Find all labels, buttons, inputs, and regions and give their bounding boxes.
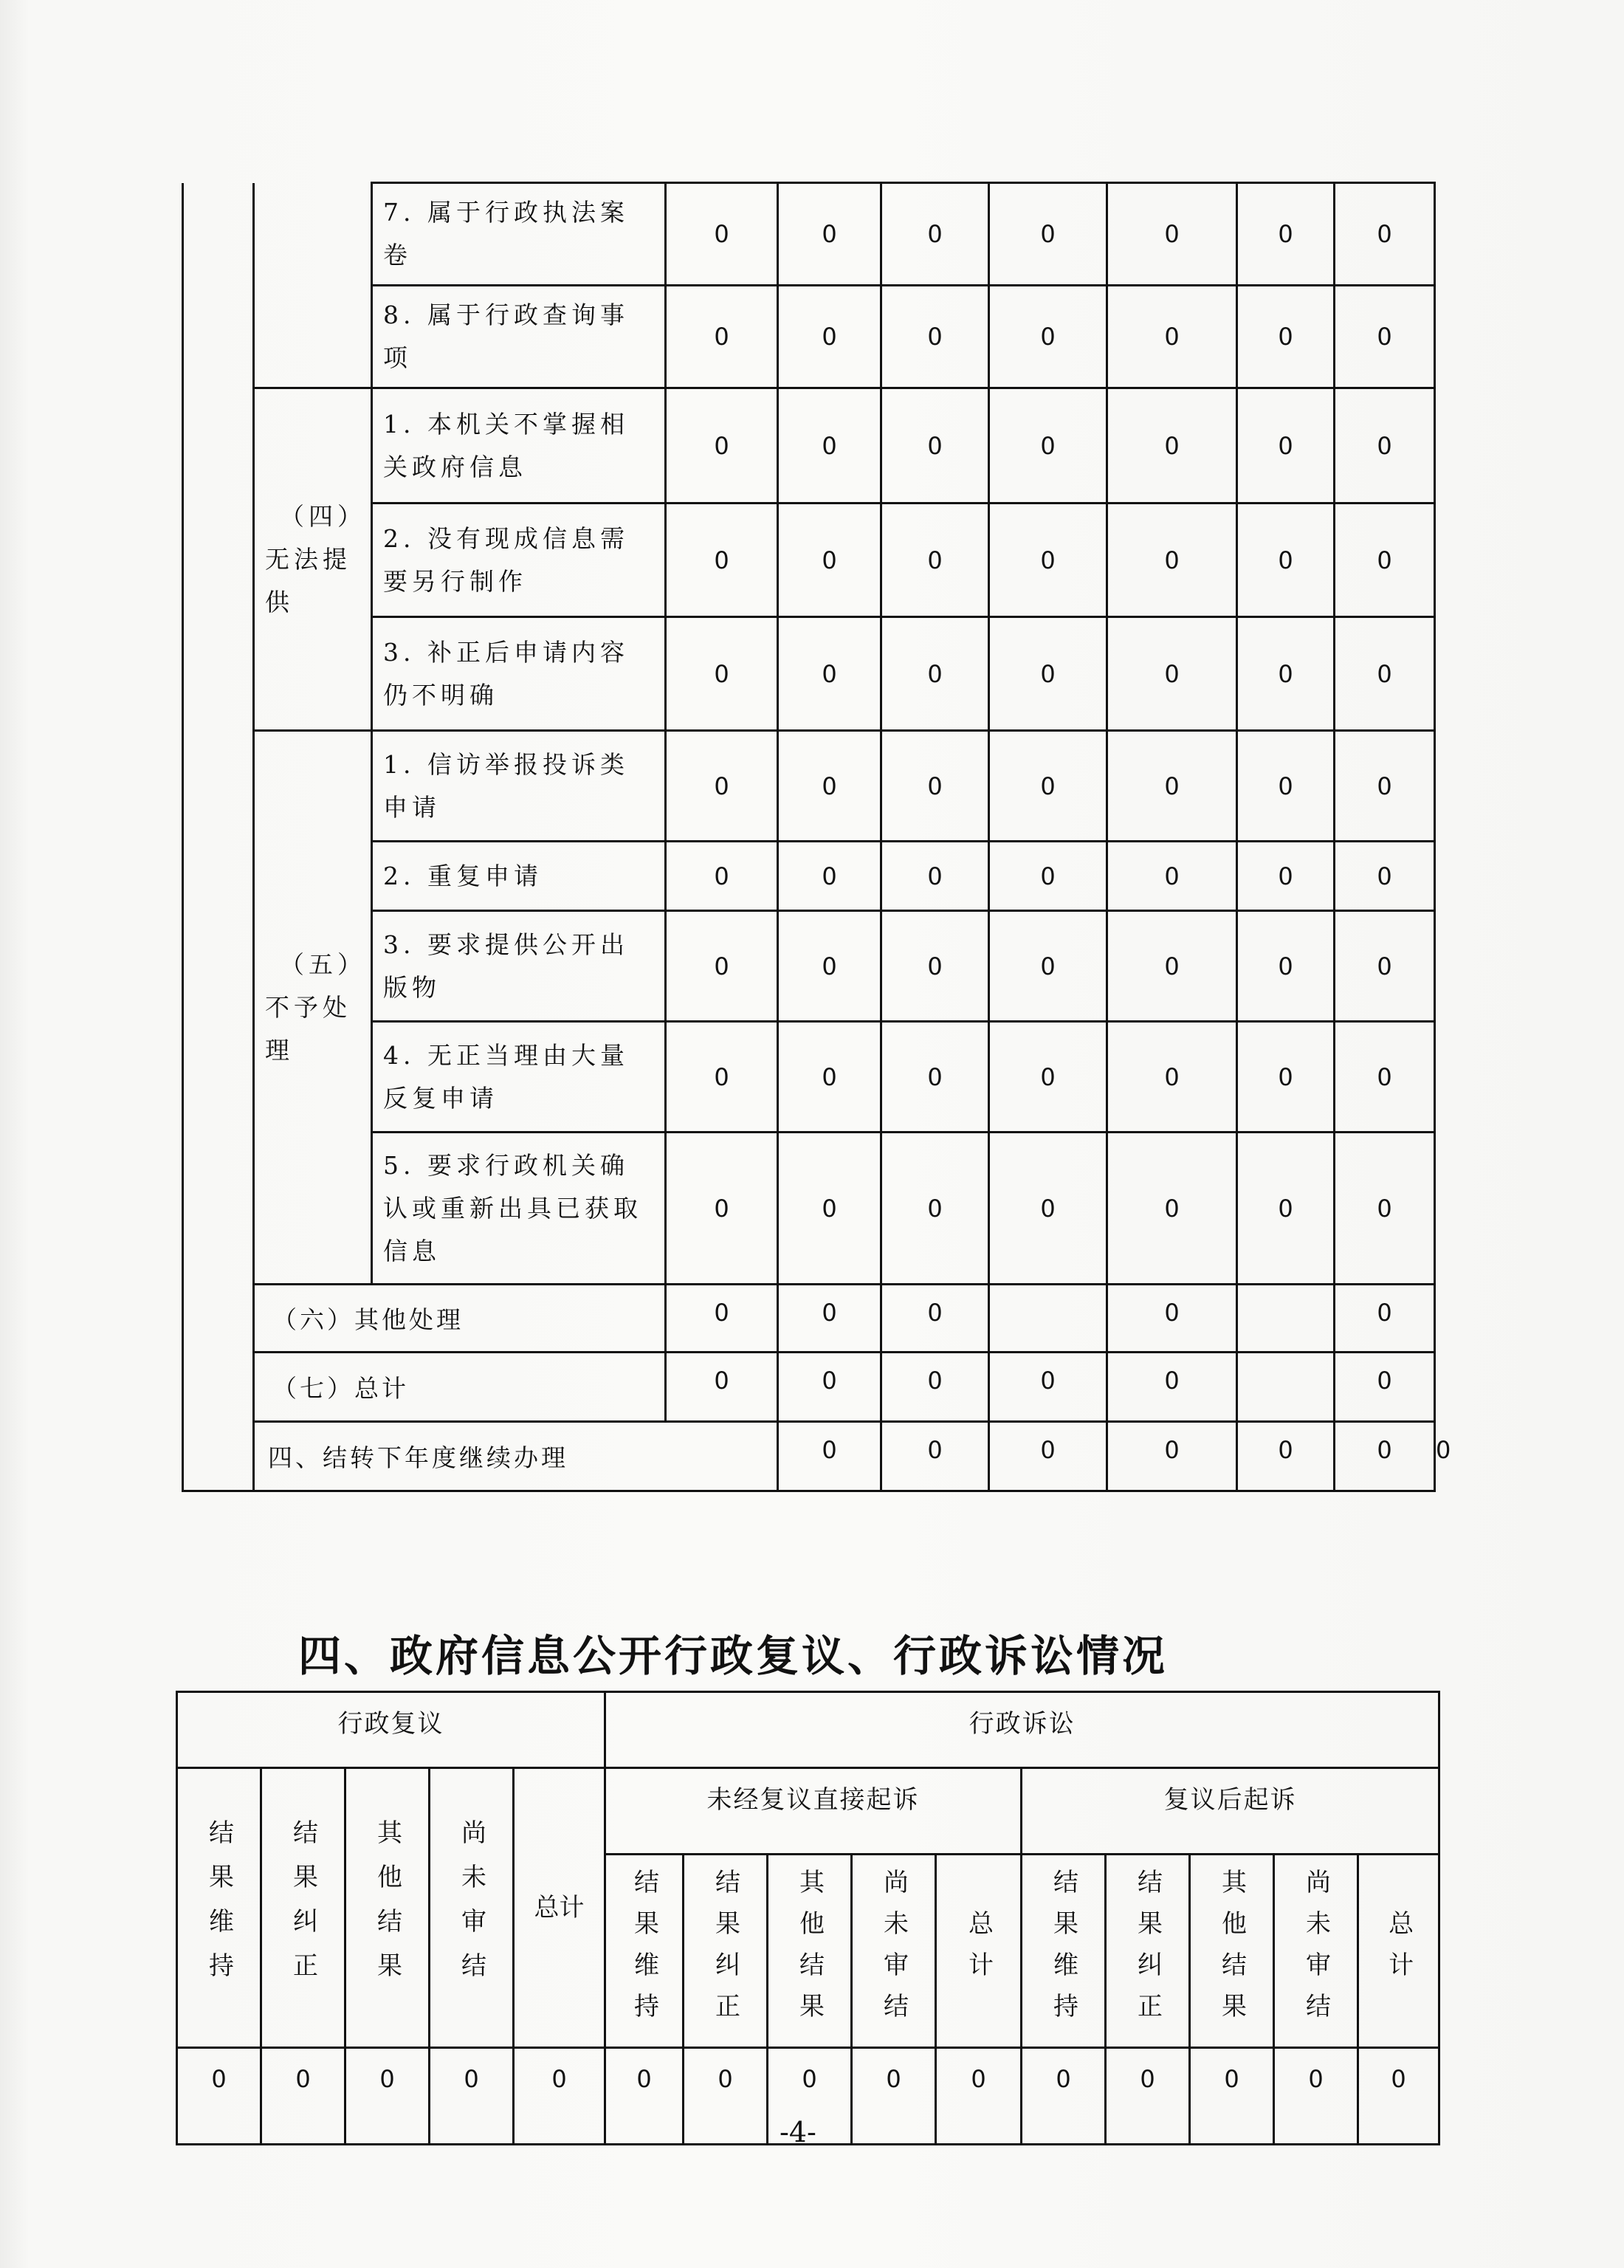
cell-value: 0	[1106, 2048, 1190, 2145]
section-title: 四、政府信息公开行政复议、行政诉讼情况	[298, 1631, 1169, 1681]
cell-value: 0	[989, 731, 1107, 842]
cell-value: 0	[989, 1422, 1107, 1491]
cell-value: 0	[1107, 1422, 1237, 1491]
cell-value: 0	[778, 842, 881, 911]
column-header: 其他结果	[768, 1855, 852, 2048]
cell-value: 0	[989, 183, 1107, 286]
cell-value: 0	[881, 1133, 989, 1285]
group-continued-cell	[254, 183, 372, 388]
table-row	[183, 731, 1435, 842]
header-row-2	[177, 1768, 1439, 1855]
cell-value: 0	[666, 1285, 778, 1353]
cell-value: 0	[1274, 2048, 1358, 2145]
page-number: -4-	[780, 2116, 816, 2148]
cell-value: 0	[666, 183, 778, 286]
column-header: 总计	[1358, 1855, 1439, 2048]
cell-value: 0	[514, 2048, 605, 2145]
cell-value: 0	[1107, 1133, 1237, 1285]
cell-value: 0	[1335, 911, 1435, 1022]
cell-value: 0	[881, 504, 989, 617]
cell-value: 0	[684, 2048, 768, 2145]
row-label: 1. 信访举报投诉类申请	[372, 731, 666, 842]
cell-value: 0	[261, 2048, 345, 2145]
cell-value: 0	[852, 2048, 936, 2145]
cell-value: 0	[989, 1022, 1107, 1133]
cell-value: 0	[1107, 911, 1237, 1022]
cell-value: 0	[881, 1285, 989, 1353]
cell-value: 0	[1335, 731, 1435, 842]
cell-value: 0	[666, 911, 778, 1022]
cell-value: 0	[1107, 842, 1237, 911]
cell-value: 0	[1335, 388, 1435, 504]
table-row-carry-over: 四、结转下年度继续办理 0 0 0 0 0 0 0	[183, 1422, 1435, 1491]
cell-value: 0	[1107, 1285, 1237, 1353]
cell-value: 0	[881, 388, 989, 504]
cell-value: 0	[881, 731, 989, 842]
row-label: 5. 要求行政机关确认或重新出具已获取信息	[372, 1133, 666, 1285]
cell-value: 0	[989, 504, 1107, 617]
cell-value: 0	[1335, 286, 1435, 388]
cell-value: 0	[1190, 2048, 1274, 2145]
cell-value: 0	[778, 183, 881, 286]
cell-value: 0	[1335, 1422, 1435, 1491]
cell-value: 0	[881, 911, 989, 1022]
table-row	[183, 388, 1435, 504]
cell-value: 0	[881, 1422, 989, 1491]
cell-value: 0	[666, 504, 778, 617]
cell-value: 0	[1237, 1422, 1335, 1491]
outer-left-column	[183, 183, 254, 1491]
cell-value: 0	[989, 1133, 1107, 1285]
cell-value: 0	[345, 2048, 430, 2145]
cell-value: 0	[1107, 731, 1237, 842]
row-label: 3. 要求提供公开出版物	[372, 911, 666, 1022]
column-header: 其他结果	[1190, 1855, 1274, 2048]
header-row-1	[177, 1692, 1439, 1768]
cell-value: 0	[1237, 1133, 1335, 1285]
cell-value: 0	[1237, 183, 1335, 286]
column-header: 结果纠正	[684, 1855, 768, 2048]
column-header: 结果纠正	[1106, 1855, 1190, 2048]
cell-value: 0	[1107, 286, 1237, 388]
cell-value: 0	[430, 2048, 514, 2145]
cell-value: 0	[605, 2048, 684, 2145]
column-header: 总计	[936, 1855, 1022, 2048]
row-label: 2. 没有现成信息需要另行制作	[372, 504, 666, 617]
cell-value: 0	[1022, 2048, 1106, 2145]
cell-value: 0	[1237, 617, 1335, 731]
cell-value: 0	[1237, 842, 1335, 911]
review-litigation-table	[176, 1691, 1440, 2145]
cell-value: 0	[989, 911, 1107, 1022]
cell-value: 0	[881, 842, 989, 911]
row-label: 2. 重复申请	[372, 842, 666, 911]
cell-value: 0	[1335, 842, 1435, 911]
cell-value: 0	[778, 1285, 881, 1353]
cell-value: 0	[778, 911, 881, 1022]
table-row	[183, 183, 1435, 286]
cell-value: 0	[1107, 183, 1237, 286]
column-header: 尚未审结	[852, 1855, 936, 2048]
cell-value: 0	[666, 842, 778, 911]
cell-value: 0	[989, 388, 1107, 504]
cell-value: 0	[1237, 388, 1335, 504]
cell-value: 0	[989, 286, 1107, 388]
cell-value: 0	[666, 286, 778, 388]
cell-value: 0	[778, 731, 881, 842]
cell-value: 0	[778, 504, 881, 617]
admin-review-header: 行政复议	[177, 1692, 605, 1768]
after-review-suit-header: 复议后起诉	[1022, 1768, 1439, 1855]
cell-value: 0	[989, 842, 1107, 911]
row-label: 1. 本机关不掌握相关政府信息	[372, 388, 666, 504]
cell-value: 0	[1335, 617, 1435, 731]
row-label: （六）其他处理	[254, 1285, 666, 1353]
cell-value: 0	[1335, 1133, 1435, 1285]
cell-value: 0	[778, 1353, 881, 1422]
cell-value: 0	[1107, 388, 1237, 504]
cell-value: 0	[1107, 1353, 1237, 1422]
cell-value: 0	[1335, 183, 1435, 286]
cell-value: 0	[666, 617, 778, 731]
cell-value: 0	[881, 1353, 989, 1422]
cell-value: 0	[778, 1133, 881, 1285]
cell-value: 0	[1237, 286, 1335, 388]
column-header: 结果维持	[605, 1855, 684, 2048]
column-header: 其他结果	[345, 1768, 430, 2048]
cell-value: 0	[1335, 1285, 1435, 1353]
cell-value: 0	[1237, 731, 1335, 842]
row-label: 7. 属于行政执法案卷	[372, 183, 666, 286]
cell-value: 0	[778, 617, 881, 731]
cell-value: 0	[989, 617, 1107, 731]
cell-value: 0	[778, 1022, 881, 1133]
cell-value: 0	[881, 617, 989, 731]
application-handling-table	[182, 182, 1451, 1492]
cell-value: 0	[666, 1022, 778, 1133]
cell-value: 0	[666, 388, 778, 504]
cell-value: 0	[1107, 1022, 1237, 1133]
cell-value: 0	[778, 388, 881, 504]
cell-value: 0	[1335, 1022, 1435, 1133]
cell-value: 0	[666, 731, 778, 842]
table-row-other-processing	[183, 1285, 1435, 1353]
cell-value	[1237, 1285, 1335, 1353]
cell-value: 0	[1107, 617, 1237, 731]
cell-value	[989, 1285, 1107, 1353]
cell-value: 0	[1335, 1353, 1435, 1422]
column-header: 结果维持	[1022, 1855, 1106, 2048]
cell-value: 0	[1358, 2048, 1439, 2145]
column-header: 结果纠正	[261, 1768, 345, 2048]
row-label: 4. 无正当理由大量反复申请	[372, 1022, 666, 1133]
cell-value: 0	[778, 286, 881, 388]
row-label: （七）总计	[254, 1353, 666, 1422]
cell-value: 0	[1107, 504, 1237, 617]
cell-value: 0	[778, 1422, 881, 1491]
cell-value: 0	[989, 1353, 1107, 1422]
group-label-unable-to-provide: （四） 无法提 供	[254, 388, 372, 731]
cell-value: 0	[881, 1022, 989, 1133]
cell-value: 0	[1237, 1022, 1335, 1133]
cell-value: 0	[1335, 504, 1435, 617]
cell-value: 0	[1237, 504, 1335, 617]
cell-value: 0	[177, 2048, 261, 2145]
group-label-not-processed: （五） 不予处 理	[254, 731, 372, 1285]
cell-value: 0	[666, 1133, 778, 1285]
cell-value: 0	[666, 1353, 778, 1422]
row-label: 3. 补正后申请内容仍不明确	[372, 617, 666, 731]
admin-litigation-header: 行政诉讼	[605, 1692, 1439, 1768]
column-header: 尚未审结	[1274, 1855, 1358, 2048]
cell-value: 0	[936, 2048, 1022, 2145]
cell-value: 0	[881, 286, 989, 388]
cell-value: 0	[881, 183, 989, 286]
column-header: 结果维持	[177, 1768, 261, 2048]
cell-value	[1237, 1353, 1335, 1422]
table-row-total	[183, 1353, 1435, 1422]
column-header: 总计	[514, 1768, 605, 2048]
row-label: 四、结转下年度继续办理	[254, 1422, 778, 1491]
row-label: 8. 属于行政查询事项	[372, 286, 666, 388]
cell-value: 0	[768, 2048, 852, 2145]
direct-suit-header: 未经复议直接起诉	[605, 1768, 1022, 1855]
cell-value: 0	[1237, 911, 1335, 1022]
column-header: 尚未审结	[430, 1768, 514, 2048]
